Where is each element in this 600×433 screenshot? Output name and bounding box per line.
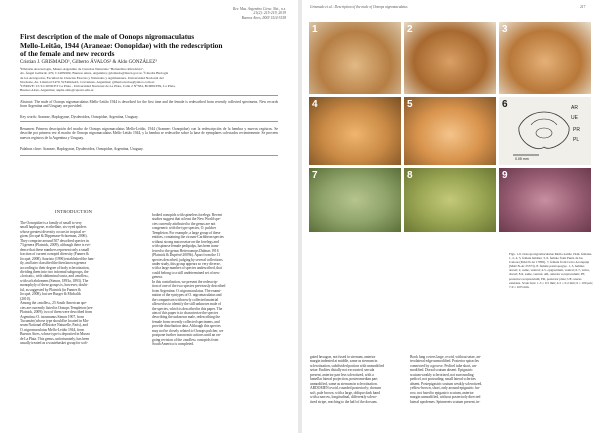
text-line: They comprise around 507 described species in bbox=[20, 238, 89, 243]
text-line: (Platnick & Dupérré 2009b). Apart from the 11 bbox=[152, 253, 221, 258]
text-line: present, anterior part less sclerotized, with a bbox=[310, 372, 374, 377]
affiliation-line: Buenos Aires, Argentina; anphs.aldo@cepave.edu.ar bbox=[20, 88, 94, 93]
affiliation-line: de los Artrópodos, Facultad de Ciencias Exactas y Naturales y Agrimensura, Universidad Nacional del bbox=[20, 75, 164, 80]
text-line: modified. Dorsal scutum absent. Epigastric bbox=[410, 368, 473, 373]
text-line: cies are currently listed in Oonops Templeton (see bbox=[20, 305, 93, 310]
label-pl: PL bbox=[573, 137, 580, 143]
resumen: Resumen: Primera descripción del macho de Oonops nigromaculatus Mello-Leitão, 1944 (Araneae: Oonopidae) con la redescripción de la hembra y nuevos registros. Se describe por primera vez el macho de Oonops nigromaculatus Mello-Leitão 1944, y la hembra se redescribe sobre la base de ejemplares colectados recientemente. Se proveen nuevos registros de la Argentina y Uruguay. bbox=[20, 127, 278, 140]
photo-vulva-8 bbox=[404, 168, 496, 232]
text-line: ABDOMEN ovoid, rounded posteriorly; dorsum bbox=[310, 386, 381, 391]
text-line: going revision of the «molles» oonopids from bbox=[152, 337, 219, 342]
plate-number: 1 bbox=[312, 24, 318, 35]
label-pr: PR bbox=[573, 127, 580, 133]
divider bbox=[20, 95, 278, 96]
photo-vulva-7 bbox=[309, 168, 401, 232]
text-line: provide distribution data. Although this species bbox=[152, 324, 221, 329]
text-line: nation of the syntypes of O. nigromaculatus and bbox=[152, 293, 222, 298]
text-line: Jocqué, 2008). Saaristo (1996) established the fam- bbox=[20, 256, 95, 261]
text-line: Templeton. For example, a large group of these bbox=[152, 230, 221, 235]
text-line: sclerotization, subdivided portion with unmodified bbox=[310, 363, 385, 368]
article-title bbox=[20, 33, 280, 59]
text-line: setae. Endites distally not excavated, serrula bbox=[310, 368, 375, 373]
text-line: ful, as suggested by Platnick (in Fannes & bbox=[20, 287, 81, 292]
running-header: Grismado et al.: Description of the male of Oonops nigromaculatus bbox=[310, 5, 408, 9]
text-line: de La Plata. This genus, unfortunately, has been bbox=[20, 336, 90, 341]
keywords: Key words: Araneae, Haplogynae, Dysderoidea, Oonopidae, Argentina, Uruguay. bbox=[20, 115, 139, 119]
text-line: 73 genera (Platnick, 2009), although there is evi- bbox=[20, 243, 91, 248]
text-line: allowed us to identify the still unknown male of bbox=[152, 302, 222, 307]
text-line: describing the unknown male, redescribing the bbox=[152, 315, 221, 320]
title-line-2: Mello-Leitão, 1944 (Araneae: Oonopidae) with the redescription bbox=[20, 40, 223, 50]
figure-caption: Figs. 1-9. Oonops nigromaculatus Mello-Leitão 1944, females. 1, 2, 4, 5, female habitus; 3, 6, female from Punta de las Canoas (MACN-Ar 17895). 7, female from Cerro Aconquija (MACN-Ar 25573). 8. female paratopotype. 1, 3, habitus dorsal; 2, same, ventral; 4-5, epigastrium, ventral; 6-7, vulva, dorsal; 8-9, same, ventral. AR, anterior receptaculum; PP, posterior receptaculum; PR, posterior plate; UE, uterus externus. Scale bars: 1-3 = 0.5 mm; 4-5 = 0.2 mm; 6 = 100 µm; 7-9 = 0.05 mm. bbox=[509, 252, 593, 289]
text-line: under study, this group appears so very diverse, bbox=[152, 261, 221, 266]
photo-habitus-3 bbox=[499, 22, 591, 94]
drawing-vulva-6 bbox=[499, 97, 591, 165]
figure-plate bbox=[309, 22, 591, 232]
body-column-2 bbox=[410, 355, 504, 404]
right-page bbox=[302, 0, 600, 433]
text-line: seum National d'Histoire Naturelle, Paris), and bbox=[20, 323, 88, 328]
text-line: margin unmodified, without posteriorly directed bbox=[410, 395, 481, 400]
palabras-clave: Palabras clave: Araneae, Haplogynae, Dysderoidea, Oonopidae, Argentina, Uruguay. bbox=[20, 147, 144, 151]
title-line-1: First description of the male of Oonops nigromaculatus bbox=[20, 32, 195, 41]
page-number: 217 bbox=[580, 5, 586, 9]
text-line: Jocqué, 2008), but see Burger & Michalik bbox=[20, 292, 81, 297]
text-line: Buenos Aires, whose type is deposited in Museo bbox=[20, 332, 91, 337]
label-ue: UE bbox=[571, 115, 578, 121]
section-heading-introduction: INTRODUCTION bbox=[55, 209, 93, 214]
text-line: small haplogyne, ecribellate, six-eyed spiders bbox=[20, 225, 87, 230]
divider bbox=[20, 155, 278, 156]
text-line: may not be closely related to Oonops pulcher, we bbox=[152, 328, 224, 333]
plate-number: 6 bbox=[502, 99, 508, 110]
text-line: (2010). bbox=[20, 296, 31, 301]
photo-epigastrium-5 bbox=[404, 97, 496, 165]
scale-bar-label: 0.05 mm bbox=[515, 157, 529, 161]
text-line: pedicel, not protruding; small lateral sclerites bbox=[410, 377, 476, 382]
plate-number: 4 bbox=[312, 99, 318, 110]
text-line: female from recently collected specimens, and bbox=[152, 319, 220, 324]
text-line: lateral apodemes. Spinnerets scutum present, in- bbox=[410, 399, 481, 404]
label-ar: AR bbox=[571, 105, 578, 111]
text-line: The Oonopidae is a family of small to very bbox=[20, 221, 82, 225]
text-line: gions (Jocqué & Dippenaar-Schoeman, 2006). bbox=[20, 234, 88, 239]
text-line: from Argentina: O. nigromaculatus. The exami- bbox=[152, 288, 222, 293]
text-line: with a narrow, longitudinal, differently sclero- bbox=[310, 395, 378, 400]
text-line: with soft abdomens (Simon, 1893a, 1893). The bbox=[20, 278, 89, 283]
text-line: whose greatest diversity occurs in tropical re- bbox=[20, 229, 86, 234]
plate-number: 9 bbox=[502, 170, 508, 181]
photo-habitus-2 bbox=[404, 22, 496, 94]
text-line: the comparison with newly collected material bbox=[152, 297, 219, 302]
text-line: could belong to a still undetermined set of new bbox=[152, 270, 220, 275]
text-line: Book lung covers large, ovoid, without setae, an- bbox=[410, 355, 482, 359]
plate-number: 2 bbox=[407, 24, 413, 35]
text-line: Among the «molles», 25 South American spe- bbox=[20, 301, 88, 306]
text-line: gated hexagon, not fused to sternum, anterior bbox=[310, 355, 376, 359]
affiliation-line: ¹División Aracnología, Museo Argentino de Ciencias Naturales "Bernardino Rivadavia". bbox=[20, 67, 144, 71]
text-line: Platnick, 2009); two of them were described from bbox=[20, 310, 93, 315]
text-line: usually treated as a wastebasket group for soft- bbox=[20, 341, 88, 346]
text-line: unmodified, same as sternum in sclerotization. bbox=[310, 381, 378, 386]
journal-header bbox=[186, 7, 286, 20]
left-page bbox=[0, 0, 298, 433]
plate-number: 7 bbox=[312, 170, 318, 181]
text-line: with spinose female pedipalps, has been trans- bbox=[152, 244, 220, 249]
text-line: scutum weakly sclerotized, not surrounding bbox=[410, 372, 474, 377]
text-line: South America is completed. bbox=[152, 342, 195, 347]
text-line: genera. bbox=[152, 275, 163, 280]
text-line: postpone further taxonomic actions until an on- bbox=[152, 333, 221, 338]
journal-name: Rev. Mus. Argentino Cienc. Nat., n.s. bbox=[232, 7, 286, 11]
text-line: with a large number of species undescribed, that bbox=[152, 266, 222, 271]
body-column-1 bbox=[310, 355, 404, 404]
divider bbox=[20, 121, 278, 122]
text-line: cies currently attributed to the genus are not bbox=[152, 221, 216, 226]
text-line: Argentina: O. tucumanus Simon 1907, from bbox=[20, 314, 84, 319]
affiliation-line: ³CEPAVE: CCT-CONICET La Plata - Universidad Nacional de La Plata, Calle 2 N°584, B1900CHX, La Plata, bbox=[20, 84, 176, 89]
text-line: dence that these numbers represent only a small bbox=[20, 247, 90, 252]
plate-number: 8 bbox=[407, 170, 413, 181]
affiliations bbox=[20, 67, 280, 93]
text-line: without strong macrosetae on the forelegs and bbox=[152, 239, 219, 244]
text-line: soft, pale brown, with a large, oblique dark band bbox=[310, 390, 380, 395]
title-line-3: of the female and new records bbox=[20, 49, 115, 59]
text-line: the species, which is described in this paper. The bbox=[152, 306, 223, 311]
text-line: according to their degree of body sclerotization, bbox=[20, 265, 90, 270]
photo-habitus-1 bbox=[309, 22, 401, 94]
text-line: margin indented at middle, same as sternum in bbox=[310, 359, 378, 364]
text-line: row, not fused to epigastric scutum, anterior bbox=[410, 390, 474, 395]
journal-city: Buenos Aires, ISSN 1514-5158 bbox=[241, 15, 286, 20]
text-line: dividing them into two informal subgroups, the bbox=[20, 269, 89, 274]
text-line: studies suggest that at least the New World spe- bbox=[152, 217, 221, 222]
abstract: Abstract: The male of Oonops nigromaculatus Mello-Leitão 1944 is described for the first time and the female is redescribed from recently collected specimens. New records from Argentina and Uruguay are provided. bbox=[20, 100, 278, 109]
text-line: absent. Postepigastric scutum weakly sclerotized, bbox=[410, 381, 483, 386]
journal-issue: 21(2): 215-219, 2019 bbox=[253, 11, 286, 16]
body-column-1 bbox=[20, 221, 146, 346]
affiliation-line: Av. Ángel Gallardo 470, C1405DJR, Buenos Aires, Argentina; grismado@macn.gov.ar. ²Cátedra Biología bbox=[20, 71, 169, 76]
text-line: Tucumán (whose type should be located in Mu- bbox=[20, 318, 90, 323]
text-line: connected by a groove. Pedicel tube short, un- bbox=[410, 363, 477, 368]
photo-vulva-9 bbox=[499, 168, 591, 232]
affiliation-line: Nordeste, Av. Libertad 5470, W3404AAS, Corrientes, Argentina; gilbertoavalos@yahoo.com.ar. bbox=[20, 79, 155, 84]
text-line: fraction of current oonopid diversity (Fannes & bbox=[20, 252, 89, 257]
text-line: aim of this paper is to characterize the species bbox=[152, 310, 219, 315]
text-line: terolateral edge unmodified. Posterior spiracles bbox=[410, 359, 479, 364]
photo-epigastrium-4 bbox=[309, 97, 401, 165]
text-line: ily, and later classified the then known genera bbox=[20, 261, 87, 266]
text-line: species described, judging by several collections bbox=[152, 257, 223, 262]
text-line: monophyly of these groups is, however, doubt- bbox=[20, 283, 89, 288]
text-line: «loricati», with abdominal scuta, and «molles», bbox=[20, 274, 90, 279]
text-line: congeneric with the type species, O. pulcher bbox=[152, 226, 217, 231]
text-line: O. nigromaculatus Mello-Leitão 1944, from bbox=[20, 327, 85, 332]
text-line: In this contribution, we present the redescrip- bbox=[152, 279, 218, 284]
text-line: bodied oonopids with spineless forelegs. Recent bbox=[152, 213, 223, 217]
authors: Cristian J. GRISMADO¹, Gilberto ÁVALOS² & Aldo GONZÁLEZ³ bbox=[20, 60, 157, 65]
plate-number: 3 bbox=[502, 24, 508, 35]
text-line: yellow-brown, short, only around epigastric fur- bbox=[410, 386, 481, 391]
text-line: lamellar lateral projection, posteromedian part bbox=[310, 377, 378, 382]
text-line: ferred to the genus Heteroonops Dalmas 1916 bbox=[152, 248, 219, 253]
text-line: tized stripe, reaching to the half of the dorsum. bbox=[310, 399, 378, 404]
text-line: entities, containing the circum-Caribbean species bbox=[152, 235, 224, 240]
body-column-2 bbox=[152, 213, 280, 347]
plate-number: 5 bbox=[407, 99, 413, 110]
text-line: tion of one of the two species previously described bbox=[152, 284, 226, 289]
